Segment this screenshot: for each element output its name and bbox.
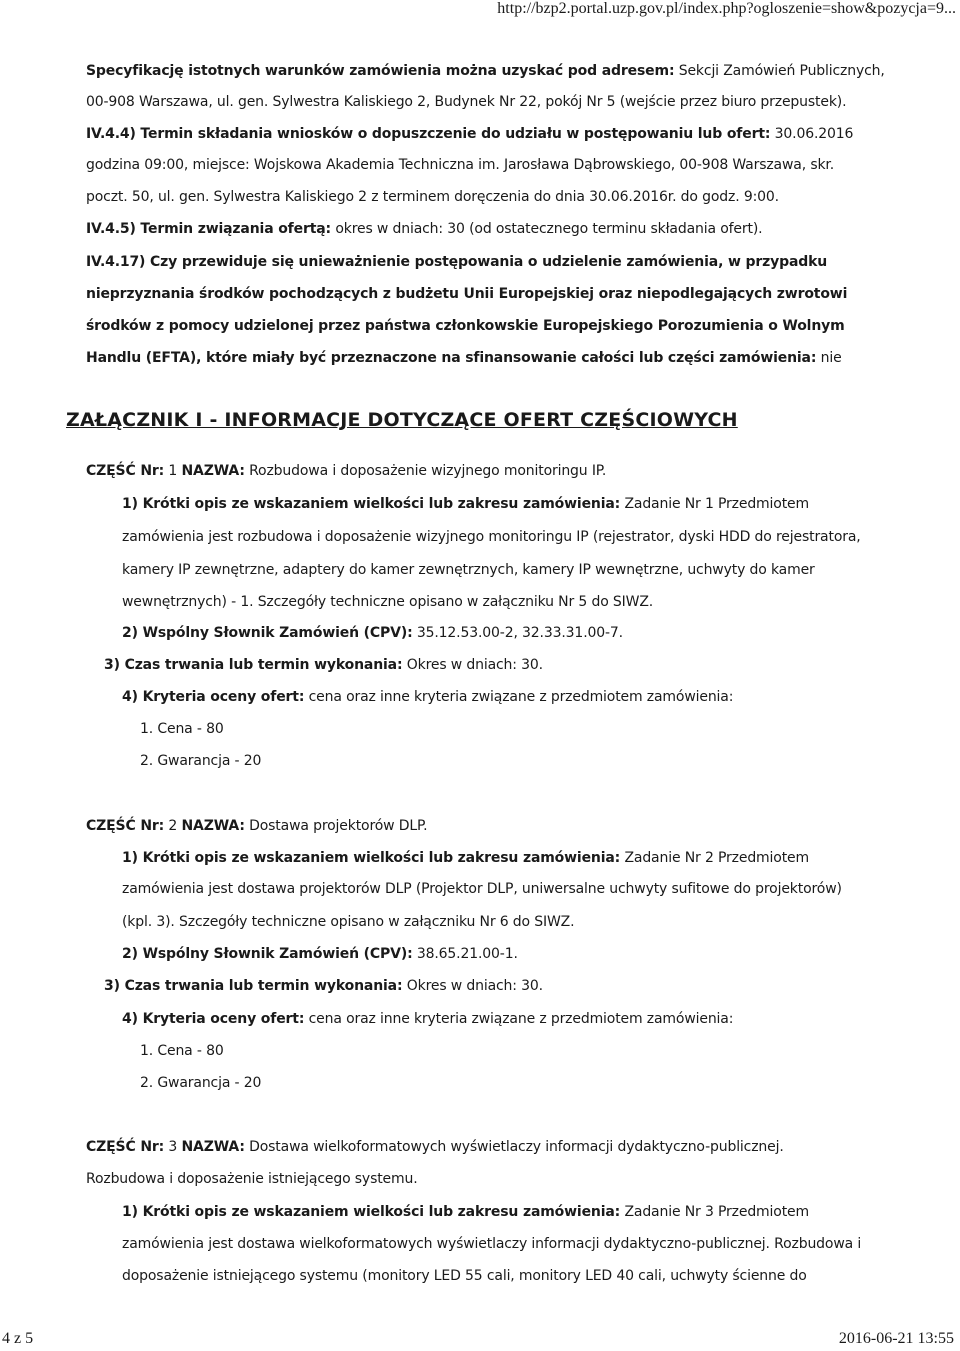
part-3-name-line-2: Rozbudowa i doposażenie istniejącego systemu. [86,1171,418,1187]
kryteria-label: 4) Kryteria oceny ofert: [122,689,305,705]
spec-label: Specyfikację istotnych warunków zamówienia można uzyskać pod adresem: [86,63,675,79]
cpv-label: 2) Wspólny Słownik Zamówień (CPV): [122,625,413,641]
part-2-czas [104,978,543,994]
iv44-place-1: godzina 09:00, miejsce: Wojskowa Akademia Techniczna im. Jarosława Dąbrowskiego, 00-908 Warszawa, skr. [86,157,835,173]
opis-first: Zadanie Nr 2 Przedmiotem [624,850,809,866]
part-1-opis [122,496,809,512]
part-1-opis-line: zamówienia jest rozbudowa i doposażenie wizyjnego monitoringu IP (rejestrator, dyski HDD do rejestratora, [122,529,861,545]
page-url: http://bzp2.portal.uzp.gov.pl/index.php?ogloszenie=show&pozycja=9... [497,0,956,17]
iv45-label: IV.4.5) Termin związania ofertą: [86,221,332,237]
part-name: Dostawa wielkoformatowych wyświetlaczy informacji dydaktyczno-publicznej. [249,1139,784,1155]
czas-label: 3) Czas trwania lub termin wykonania: [104,978,403,994]
czesc-label: CZĘŚĆ Nr: [86,1139,165,1155]
opis-first: Zadanie Nr 3 Przedmiotem [624,1204,809,1220]
nazwa-label: NAZWA: [181,1139,245,1155]
czesc-label: CZĘŚĆ Nr: [86,463,165,479]
nazwa-label: NAZWA: [181,818,245,834]
print-datetime: 2016-06-21 13:55 [838,1330,954,1347]
iv44-label: IV.4.4) Termin składania wniosków o dopuszczenie do udziału w postępowaniu lub ofert: [86,126,771,142]
part-1-opis-line: wewnętrznych) - 1. Szczegóły techniczne opisano w załączniku Nr 5 do SIWZ. [122,594,654,610]
annex-heading: ZAŁĄCZNIK I - INFORMACJE DOTYCZĄCE OFERT CZĘŚCIOWYCH [66,409,738,431]
cpv-value: 35.12.53.00-2, 32.33.31.00-7. [416,625,623,641]
iv417-answer: nie [820,350,842,366]
part-1-opis-line: kamery IP zewnętrzne, adaptery do kamer zewnętrznych, kamery IP wewnętrzne, uchwyty do kamer [122,562,815,578]
spec-address: 00-908 Warszawa, ul. gen. Sylwestra Kaliskiego 2, Budynek Nr 22, pokój Nr 5 (wejście przez biuro przepustek). [86,94,847,110]
iv417-line-4 [86,350,842,366]
part-3-title [86,1139,784,1155]
iv417-line-2 [86,286,847,302]
opis-label: 1) Krótki opis ze wskazaniem wielkości lub zakresu zamówienia: [122,850,621,866]
kryteria-value: cena oraz inne kryteria związane z przedmiotem zamówienia: [308,1011,734,1027]
part-1-czas [104,657,543,673]
kryteria-label: 4) Kryteria oceny ofert: [122,1011,305,1027]
iv44-date: 30.06.2016 [774,126,854,142]
opis-label: 1) Krótki opis ze wskazaniem wielkości lub zakresu zamówienia: [122,1204,621,1220]
iv417-line-1 [86,254,827,270]
part-1-criterion: 1. Cena - 80 [140,721,224,737]
part-name: Dostawa projektorów DLP. [249,818,428,834]
part-3-opis-line: doposażenie istniejącego systemu (monitory LED 55 cali, monitory LED 40 cali, uchwyty ścienne do [122,1268,807,1284]
cpv-value: 38.65.21.00-1. [416,946,518,962]
iv44-line [86,126,853,142]
czas-label: 3) Czas trwania lub termin wykonania: [104,657,403,673]
cpv-label: 2) Wspólny Słownik Zamówień (CPV): [122,946,413,962]
part-number: 3 [168,1139,178,1155]
part-3-opis [122,1204,809,1220]
spec-value: Sekcji Zamówień Publicznych, [678,63,885,79]
part-1-title [86,463,606,479]
kryteria-value: cena oraz inne kryteria związane z przedmiotem zamówienia: [308,689,734,705]
czas-value: Okres w dniach: 30. [406,657,543,673]
part-2-title [86,818,427,834]
part-3-opis-line: zamówienia jest dostawa wielkoformatowych wyświetlaczy informacji dydaktyczno-publicznej. Rozbudowa i [122,1236,862,1252]
part-2-opis-line: zamówienia jest dostawa projektorów DLP (Projektor DLP, uniwersalne uchwyty sufitowe do projektorów) [122,881,842,897]
part-2-cpv [122,946,518,962]
part-number: 2 [168,818,178,834]
part-1-kryteria [122,689,733,705]
part-2-criterion: 2. Gwarancja - 20 [140,1075,262,1091]
part-2-opis [122,850,809,866]
czesc-label: CZĘŚĆ Nr: [86,818,165,834]
iv45-value: okres w dniach: 30 (od ostatecznego terminu składania ofert). [335,221,763,237]
part-1-criterion: 2. Gwarancja - 20 [140,753,262,769]
iv417-text-1: IV.4.17) Czy przewiduje się unieważnienie postępowania o udzielenie zamówienia, w przypadku [86,254,828,270]
opis-first: Zadanie Nr 1 Przedmiotem [624,496,809,512]
iv417-line-3 [86,318,845,334]
iv45-line [86,221,762,237]
part-2-kryteria [122,1011,733,1027]
opis-label: 1) Krótki opis ze wskazaniem wielkości lub zakresu zamówienia: [122,496,621,512]
part-1-cpv [122,625,623,641]
iv44-place-2: poczt. 50, ul. gen. Sylwestra Kaliskiego 2 z terminem doręczenia do dnia 30.06.2016r. do godz. 9:00. [86,189,779,205]
spec-line [86,63,885,79]
iv417-text-3: środków z pomocy udzielonej przez państwa członkowskie Europejskiego Porozumienia o Wolnym [86,318,845,334]
part-name: Rozbudowa i doposażenie wizyjnego monitoringu IP. [249,463,607,479]
part-2-opis-line: (kpl. 3). Szczegóły techniczne opisano w załączniku Nr 6 do SIWZ. [122,914,575,930]
page-number: 4 z 5 [2,1330,34,1347]
iv417-text-4: Handlu (EFTA), które miały być przeznaczone na sfinansowanie całości lub części zamówienia: [86,350,817,366]
part-number: 1 [168,463,178,479]
czas-value: Okres w dniach: 30. [406,978,543,994]
iv417-text-2: nieprzyznania środków pochodzących z budżetu Unii Europejskiej oraz niepodlegających zwrotowi [86,286,848,302]
part-2-criterion: 1. Cena - 80 [140,1043,224,1059]
nazwa-label: NAZWA: [181,463,245,479]
